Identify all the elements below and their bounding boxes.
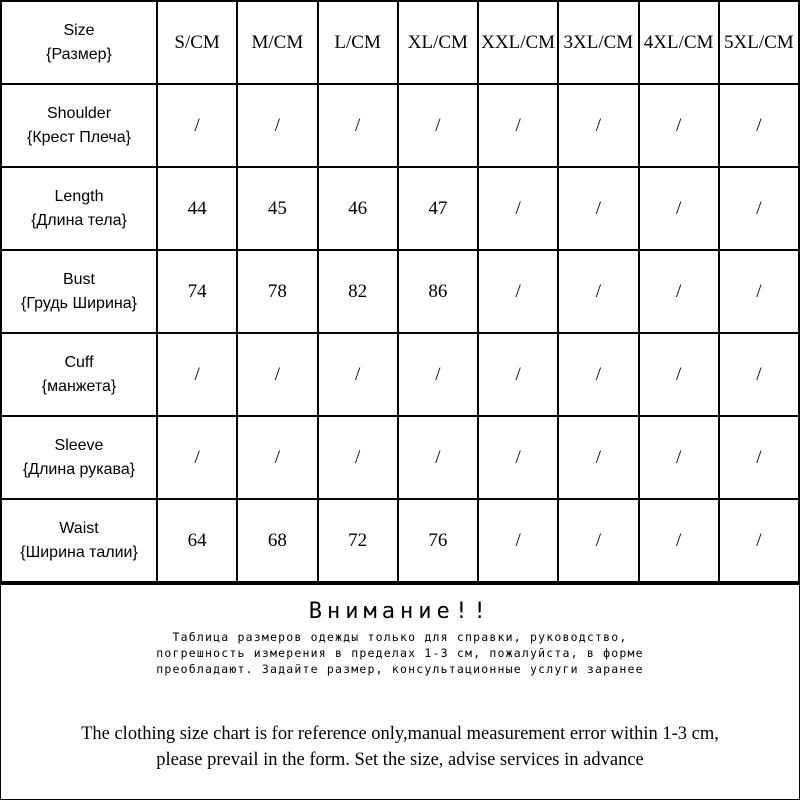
measurement-value-cell: 74 bbox=[157, 250, 237, 333]
size-header-3xl: 3XL/CM bbox=[558, 1, 638, 84]
measurement-label-ru: {Длина тела} bbox=[31, 211, 127, 229]
measurement-value-cell: 45 bbox=[237, 167, 317, 250]
measurement-value-cell: / bbox=[157, 84, 237, 167]
measurement-row bbox=[1, 416, 799, 499]
measurement-value-cell: / bbox=[639, 416, 719, 499]
measurement-label-cell bbox=[1, 333, 157, 416]
measurement-value-cell: / bbox=[237, 84, 317, 167]
measurement-value-cell: / bbox=[719, 167, 799, 250]
measurement-label-ru: {Крест Плеча} bbox=[26, 128, 131, 146]
measurement-label-en: Shoulder bbox=[46, 104, 112, 122]
measurement-value-cell: 76 bbox=[398, 499, 478, 582]
measurement-value-cell: 64 bbox=[157, 499, 237, 582]
size-label-en: Size bbox=[63, 21, 95, 39]
measurement-value-cell: 86 bbox=[398, 250, 478, 333]
measurement-value-cell: / bbox=[398, 333, 478, 416]
measurement-label-cell bbox=[1, 499, 157, 582]
measurement-value-cell: / bbox=[558, 499, 638, 582]
measurement-label-ru: {манжета} bbox=[41, 377, 117, 395]
measurement-label-en: Sleeve bbox=[54, 436, 104, 454]
size-header-s: S/CM bbox=[157, 1, 237, 84]
measurement-label-ru: {Длина рукава} bbox=[22, 460, 136, 478]
size-header-xl: XL/CM bbox=[398, 1, 478, 84]
measurement-value-cell: / bbox=[558, 167, 638, 250]
measurement-value-cell: / bbox=[237, 416, 317, 499]
measurement-label-en: Bust bbox=[62, 270, 95, 288]
measurement-label-cell bbox=[1, 84, 157, 167]
header-row bbox=[1, 1, 799, 84]
notice-box bbox=[0, 583, 800, 800]
measurement-label-cell bbox=[1, 250, 157, 333]
measurement-value-cell: / bbox=[558, 416, 638, 499]
size-header-xxl: XXL/CM bbox=[478, 1, 558, 84]
measurement-value-cell: 82 bbox=[318, 250, 398, 333]
size-header-4xl: 4XL/CM bbox=[639, 1, 719, 84]
measurement-value-cell: / bbox=[719, 84, 799, 167]
measurement-value-cell: / bbox=[639, 499, 719, 582]
measurement-value-cell: / bbox=[157, 333, 237, 416]
measurement-value-cell: / bbox=[719, 416, 799, 499]
measurement-value-cell: 46 bbox=[318, 167, 398, 250]
notice-ru-line: погрешность измерения в пределах 1-3 см, пожалуйста, в форме bbox=[156, 646, 644, 660]
measurement-label-ru: {Ширина талии} bbox=[20, 543, 138, 561]
notice-en-line: The clothing size chart is for reference only,manual measurement error within 1-3 cm, bbox=[81, 724, 719, 744]
size-header-l: L/CM bbox=[318, 1, 398, 84]
measurement-value-cell: / bbox=[639, 333, 719, 416]
measurement-value-cell: / bbox=[719, 499, 799, 582]
measurement-value-cell: / bbox=[719, 250, 799, 333]
measurement-row bbox=[1, 333, 799, 416]
measurement-value-cell: / bbox=[639, 84, 719, 167]
measurement-value-cell: / bbox=[478, 416, 558, 499]
measurement-value-cell: / bbox=[478, 250, 558, 333]
measurement-row bbox=[1, 250, 799, 333]
measurement-value-cell: 47 bbox=[398, 167, 478, 250]
measurement-row bbox=[1, 499, 799, 582]
measurement-value-cell: / bbox=[478, 84, 558, 167]
measurement-label-en: Waist bbox=[59, 519, 99, 537]
measurement-value-cell: / bbox=[558, 250, 638, 333]
size-header-m: M/CM bbox=[237, 1, 317, 84]
measurement-value-cell: 72 bbox=[318, 499, 398, 582]
measurement-value-cell: / bbox=[478, 167, 558, 250]
notice-ru-line: преобладают. Задайте размер, консультационные услуги заранее bbox=[156, 662, 644, 676]
measurement-label-cell bbox=[1, 416, 157, 499]
measurement-label-cell bbox=[1, 167, 157, 250]
size-header-5xl: 5XL/CM bbox=[719, 1, 799, 84]
measurement-value-cell: / bbox=[639, 167, 719, 250]
measurement-value-cell: 44 bbox=[157, 167, 237, 250]
measurement-value-cell: / bbox=[157, 416, 237, 499]
measurement-row bbox=[1, 167, 799, 250]
measurement-value-cell: / bbox=[478, 499, 558, 582]
size-label-cell bbox=[1, 1, 157, 84]
measurement-value-cell: 68 bbox=[237, 499, 317, 582]
measurement-label-en: Cuff bbox=[64, 353, 94, 371]
notice-russian-text bbox=[0, 629, 800, 677]
notice-ru-line: Таблица размеров одежды только для справки, руководство, bbox=[172, 630, 628, 644]
measurement-value-cell: / bbox=[398, 416, 478, 499]
measurement-value-cell: / bbox=[318, 84, 398, 167]
measurement-value-cell: / bbox=[318, 333, 398, 416]
measurement-value-cell: / bbox=[639, 250, 719, 333]
measurement-value-cell: / bbox=[558, 84, 638, 167]
measurement-value-cell: 78 bbox=[237, 250, 317, 333]
measurement-value-cell: / bbox=[318, 416, 398, 499]
measurement-label-en: Length bbox=[54, 187, 104, 205]
measurement-value-cell: / bbox=[237, 333, 317, 416]
measurement-value-cell: / bbox=[558, 333, 638, 416]
measurement-value-cell: / bbox=[719, 333, 799, 416]
measurement-row bbox=[1, 84, 799, 167]
measurement-label-ru: {Грудь Ширина} bbox=[21, 294, 137, 312]
measurement-value-cell: / bbox=[398, 84, 478, 167]
notice-en-line: please prevail in the form. Set the size, advise services in advance bbox=[156, 750, 644, 770]
measurement-value-cell: / bbox=[478, 333, 558, 416]
notice-english-text bbox=[0, 721, 800, 773]
size-label-ru: {Размер} bbox=[46, 45, 112, 63]
notice-title: Внимание!! bbox=[308, 599, 492, 624]
